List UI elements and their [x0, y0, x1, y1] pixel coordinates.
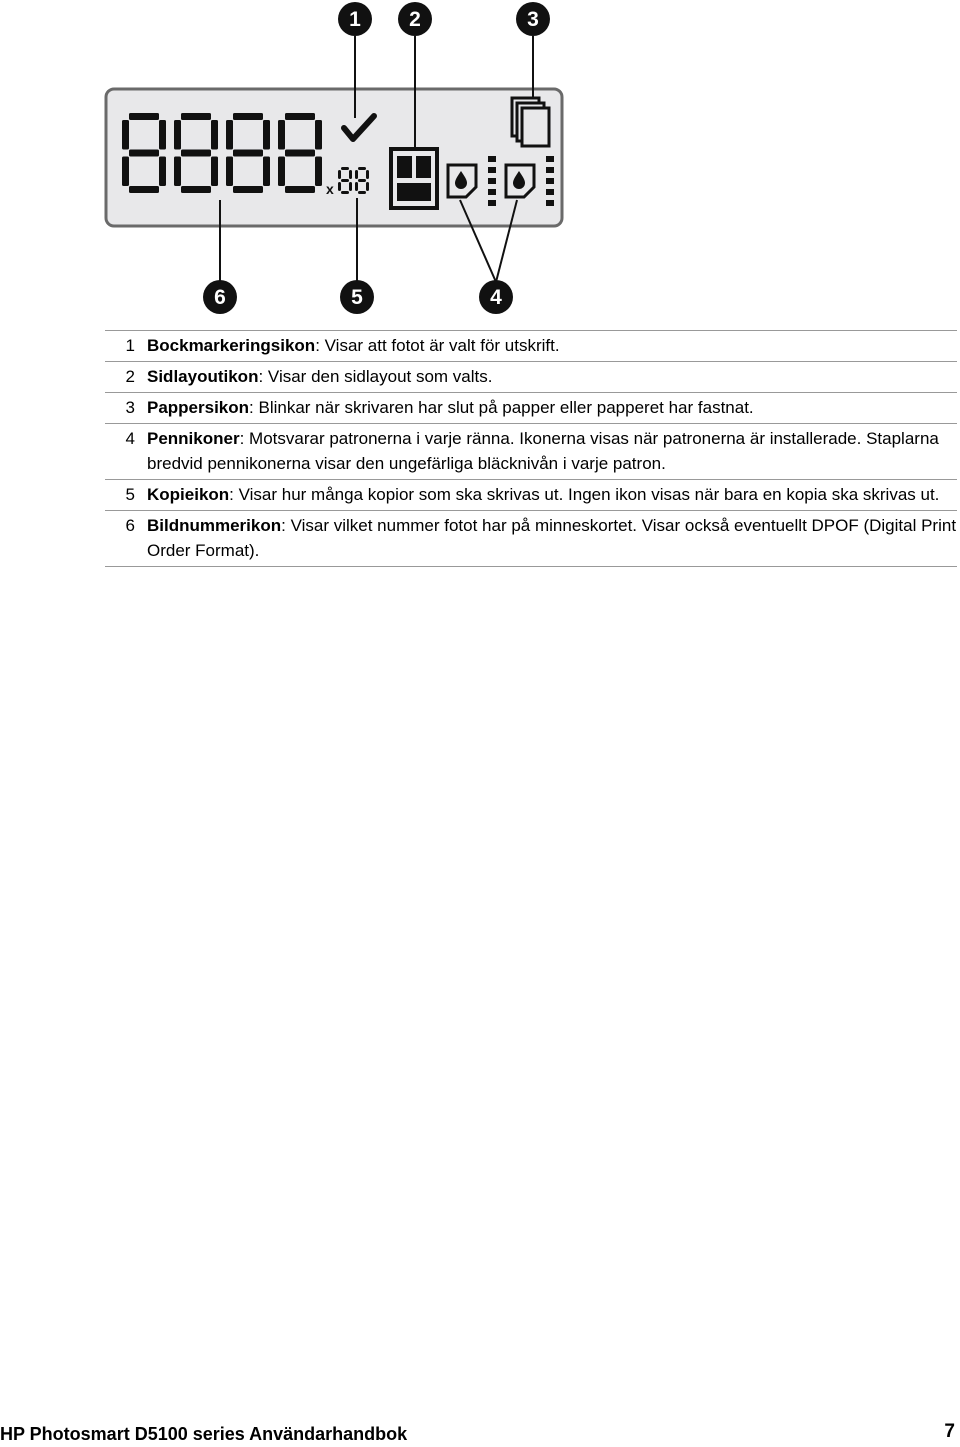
- legend-description: : Visar hur många kopior som ska skrivas ut. Ingen ikon visas när bara en kopia ska skrivas ut.: [229, 485, 940, 504]
- legend-row: [105, 424, 957, 480]
- legend-description: : Visar den sidlayout som valts.: [258, 367, 493, 386]
- legend-number: 6: [105, 511, 147, 567]
- legend-row: [105, 393, 957, 424]
- legend-term: Pappersikon: [147, 398, 250, 417]
- legend-number: 3: [105, 393, 147, 424]
- callout-number: 5: [351, 286, 363, 309]
- callout-number: 6: [214, 286, 226, 309]
- legend-term: Bockmarkeringsikon: [147, 336, 316, 355]
- legend-term: Bildnummerikon: [147, 516, 282, 535]
- legend-text: [147, 511, 957, 567]
- legend-row: [105, 331, 957, 362]
- legend-description: : Motsvarar patronerna i varje ränna. Ikonerna visas när patronerna är installerade. Staplarna bredvid pennikonerna visar den ungefärliga bläcknivån i varje patron.: [147, 429, 939, 473]
- legend-description: : Visar att fotot är valt för utskrift.: [315, 336, 560, 355]
- callout-number: 3: [527, 8, 539, 31]
- legend-row: [105, 480, 957, 511]
- legend-number: 5: [105, 480, 147, 511]
- lcd-diagram: [100, 0, 570, 318]
- page-number: 7: [944, 1421, 955, 1442]
- legend-text: [147, 362, 957, 393]
- callout-4: [479, 280, 513, 314]
- legend-term: Pennikoner: [147, 429, 240, 448]
- legend-term: Kopieikon: [147, 485, 230, 504]
- footer-title: HP Photosmart D5100 series Användarhandbok: [0, 1424, 408, 1444]
- copy-multiplier-label: x: [326, 181, 334, 197]
- legend-description: : Blinkar när skrivaren har slut på papper eller papperet har fastnat.: [249, 398, 754, 417]
- callout-number: 2: [409, 8, 421, 31]
- callout-5: [340, 280, 374, 314]
- legend-number: 4: [105, 424, 147, 480]
- callout-number: 1: [349, 8, 361, 31]
- legend-number: 1: [105, 331, 147, 362]
- legend-text: [147, 331, 957, 362]
- legend-description: : Visar vilket nummer fotot har på minneskortet. Visar också eventuellt DPOF (Digital Print Order Format).: [147, 516, 957, 560]
- legend-term: Sidlayoutikon: [147, 367, 259, 386]
- legend-table: [105, 330, 957, 567]
- callout-6: [203, 280, 237, 314]
- callout-2: [398, 2, 432, 36]
- legend-number: 2: [105, 362, 147, 393]
- callout-number: 4: [490, 286, 502, 309]
- legend-row: [105, 511, 957, 567]
- legend-row: [105, 362, 957, 393]
- legend-text: [147, 393, 957, 424]
- legend-text: [147, 480, 957, 511]
- callout-1: [338, 2, 372, 36]
- paper-stack-icon: [512, 98, 549, 146]
- callout-3: [516, 2, 550, 36]
- legend-text: [147, 424, 957, 480]
